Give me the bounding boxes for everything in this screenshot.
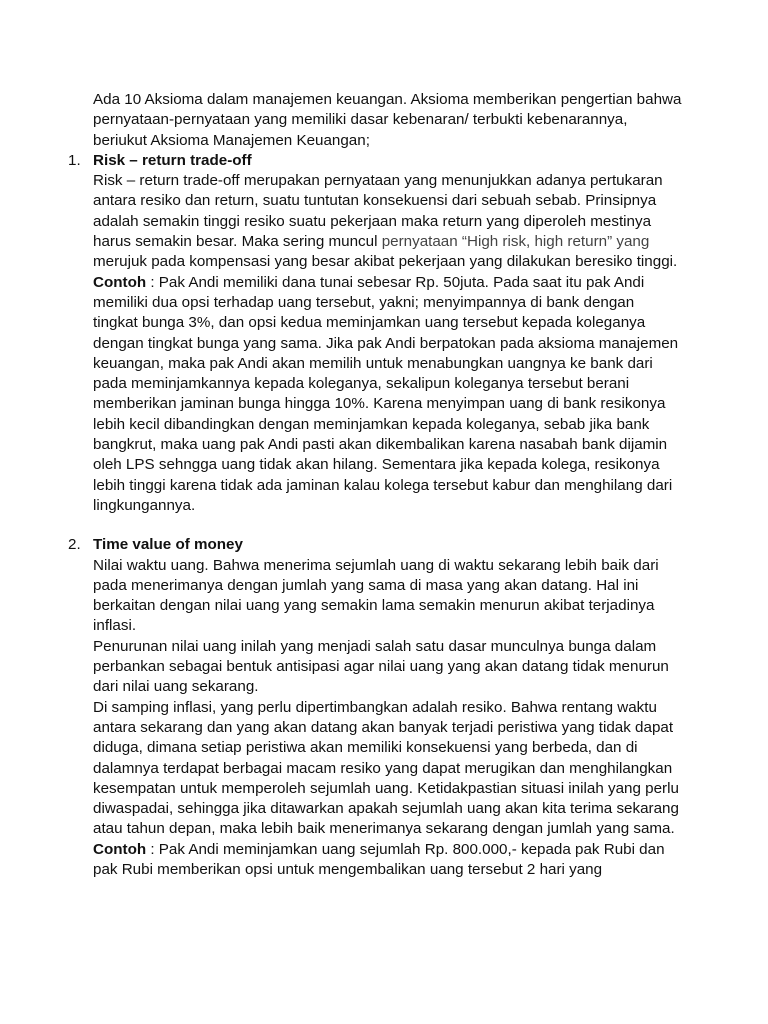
example-label: Contoh (93, 840, 147, 858)
paragraph-text: merujuk pada kompensasi yang besar akibat pekerjaan yang dilakukan beresiko tinggi. (93, 253, 678, 271)
document-body (68, 90, 683, 880)
example-text: : Pak Andi meminjamkan uang sejumlah Rp. 800.000,- kepada pak Rubi dan pak Rubi memberikan opsi untuk mengembalikan uang tersebut 2 hari yang (93, 840, 665, 878)
section-number: 2. (68, 536, 81, 554)
section-heading: Time value of money (93, 536, 243, 554)
example-paragraph (93, 840, 683, 881)
section-risk-return (68, 151, 683, 516)
paragraph-text: Risk – return trade-off merupakan pernyataan yang menunjukkan adanya pertukaran antara resiko dan return, suatu tuntutan konsekuensi dari sebuah sebab. Prinsipnya adalah semakin tinggi resiko suatu pekerjaan maka return yang diperoleh mestinya harus semakin besar. Maka sering muncul (93, 172, 663, 251)
example-paragraph (93, 273, 683, 517)
section-paragraph: Nilai waktu uang. Bahwa menerima sejumlah uang di waktu sekarang lebih baik dari pada menerimanya dengan jumlah yang sama di masa yang akan datang. Hal ini berkaitan dengan nilai uang yang semakin lama semakin menurun akibat terjadinya inflasi. (93, 556, 659, 635)
example-text: : Pak Andi memiliki dana tunai sebesar Rp. 50juta. Pada saat itu pak Andi memiliki dua opsi terhadap uang tersebut, yakni; menyimpannya di bank dengan tingkat bunga 3%, dan opsi kedua meminjamkan uang tersebut kepada koleganya dengan tingkat bunga yang sama. Jika pak Andi berpatokan pada aksioma manajemen keuangan, maka pak Andi akan memilih untuk menabungkan uangnya ke bank dari pada meminjamkannya kepada koleganya, sekalipun koleganya tersebut berani memberikan jaminan bunga hingga 10%. Karena menyimpan uang di bank resikonya lebih kecil dibandingkan dengan meminjamkan kepada koleganya, sebab jika bank bangkrut, maka uang pak Andi pasti akan dikembalikan karena nasabah bank dijamin oleh LPS sehngga uang tidak akan hilang. Sementara jika kepada kolega, resikonya lebih tinggi karena tidak ada jaminan kalau kolega tersebut kabur dan menghilang dari lingkungannya. (93, 273, 679, 514)
section-paragraph: Penurunan nilai uang inilah yang menjadi salah satu dasar munculnya bunga dalam perbankan sebagai bentuk antisipasi agar nilai uang yang akan datang tidak menurun dari nilai uang sekarang. (93, 637, 669, 696)
quoted-statement: pernyataan “High risk, high return” yang (381, 233, 650, 251)
intro-paragraph: Ada 10 Aksioma dalam manajemen keuangan. Aksioma memberikan pengertian bahwa pernyataan-pernyataan yang memiliki dasar kebenaran/ terbukti kebenarannya, beriukut Aksioma Manajemen Keuangan; (93, 91, 682, 149)
example-label: Contoh (93, 273, 147, 291)
section-paragraph: Di samping inflasi, yang perlu dipertimbangkan adalah resiko. Bahwa rentang waktu antara sekarang dan yang akan datang akan banyak terjadi peristiwa yang tidak dapat diduga, dimana setiap peristiwa akan memiliki konsekuensi yang berbeda, dan di dalamnya terdapat berbagai macam resiko yang dapat merugikan dan menghilangkan kesempatan untuk memperoleh sejumlah uang. Ketidakpastian situasi inilah yang perlu diwaspadai, sehingga jika ditawarkan apakah sejumlah uang akan kita terima sekarang atau tahun depan, maka lebih baik menerimanya sekarang dengan jumlah yang sama. (93, 698, 679, 838)
section-number: 1. (68, 151, 81, 169)
section-heading: Risk – return trade-off (93, 151, 252, 169)
section-paragraph (93, 171, 683, 272)
section-spacer (93, 516, 683, 535)
section-time-value (68, 535, 683, 880)
